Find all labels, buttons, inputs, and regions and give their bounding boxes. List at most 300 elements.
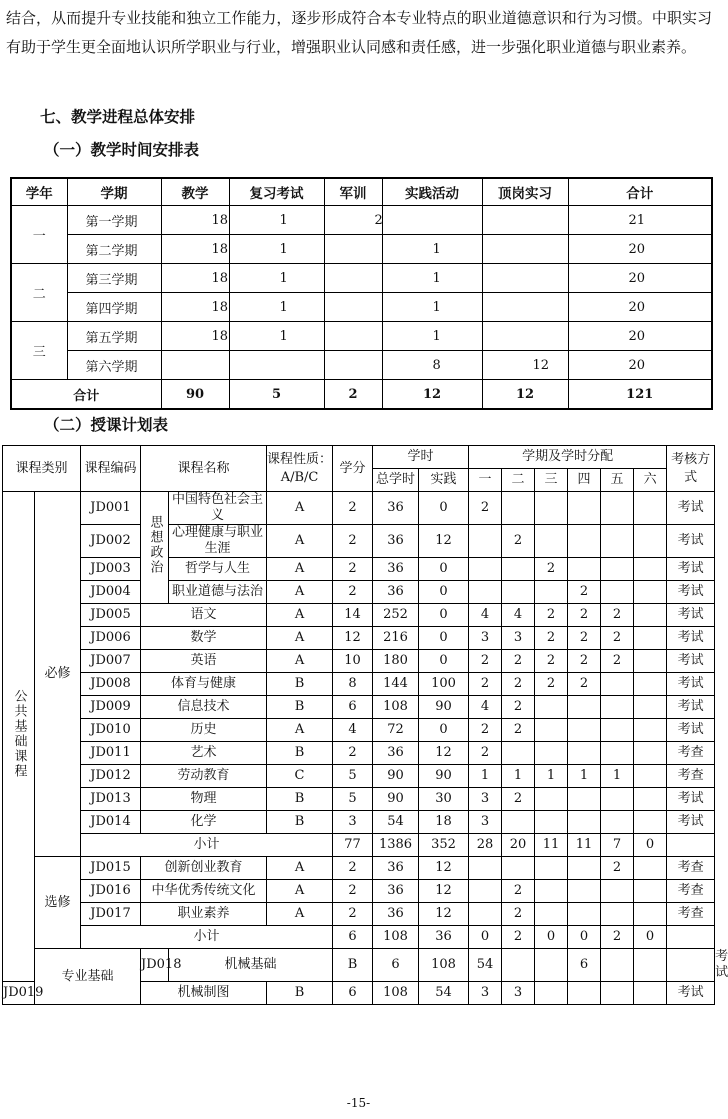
table-cell: A	[267, 581, 333, 604]
course-code: JD019	[3, 982, 35, 1005]
header-cell: 实践活动	[382, 178, 482, 206]
table-cell: 20	[568, 351, 712, 380]
table-row	[3, 673, 715, 696]
table-cell: 2	[469, 719, 502, 742]
table-cell: B	[267, 696, 333, 719]
table-cell	[601, 525, 634, 558]
course-name: 艺术	[141, 742, 267, 765]
table-cell: 90	[373, 765, 419, 788]
table-cell: 4	[469, 696, 502, 719]
table-cell	[634, 627, 667, 650]
table-row: 专业基础 JD018 机械基础 B 6 108 54 6 考试	[3, 949, 715, 982]
table-cell: 12	[419, 903, 469, 926]
table-cell: 36	[373, 492, 419, 525]
table-cell	[601, 558, 634, 581]
table-cell: B	[333, 949, 373, 982]
table-cell: 90	[373, 788, 419, 811]
table-cell	[634, 765, 667, 788]
table-cell: A	[267, 650, 333, 673]
table-cell	[482, 293, 568, 322]
table-cell	[601, 696, 634, 719]
course-code: JD017	[81, 903, 141, 926]
header-cell: 军训	[324, 178, 382, 206]
table-cell: 2	[502, 719, 535, 742]
table-cell: 1	[568, 765, 601, 788]
header-cell: 学期及学时分配	[469, 446, 667, 469]
table-row	[3, 558, 715, 581]
table-row	[3, 719, 715, 742]
table-cell: A	[267, 558, 333, 581]
table-row	[3, 788, 715, 811]
table-cell: 36	[373, 742, 419, 765]
table-cell	[535, 903, 568, 926]
table-cell: 第四学期	[67, 293, 161, 322]
table-row	[11, 206, 712, 235]
table-cell: A	[267, 492, 333, 525]
table-cell: 36	[373, 525, 419, 558]
table-cell	[634, 742, 667, 765]
table-cell: 2	[568, 581, 601, 604]
plan-table-body	[3, 492, 728, 1005]
table-cell	[601, 673, 634, 696]
table-cell: 考试	[667, 788, 715, 811]
table-cell: 第一学期	[67, 206, 161, 235]
table-cell: 12	[419, 525, 469, 558]
table-cell	[535, 581, 568, 604]
course-name: 哲学与人生	[169, 558, 267, 581]
table-cell: 18	[161, 235, 229, 264]
table-cell: A	[267, 604, 333, 627]
table-cell	[469, 857, 502, 880]
table-cell: B	[267, 811, 333, 834]
table-cell	[324, 351, 382, 380]
table-cell: 6	[568, 949, 601, 982]
table-cell: 6	[333, 926, 373, 949]
table-cell	[667, 834, 715, 857]
table-cell: A	[267, 880, 333, 903]
table-cell: 2	[502, 673, 535, 696]
table-cell: A	[267, 719, 333, 742]
table-cell	[535, 857, 568, 880]
table-cell: 2	[333, 558, 373, 581]
header-cell: 合计	[568, 178, 712, 206]
table-row	[11, 264, 712, 293]
table-cell: 12	[382, 380, 482, 410]
table-cell: 121	[568, 380, 712, 410]
table-cell: 8	[333, 673, 373, 696]
table-cell	[469, 903, 502, 926]
table-cell	[601, 903, 634, 926]
table-cell: 11	[535, 834, 568, 857]
table-cell: 1	[535, 765, 568, 788]
table-cell: 考查	[667, 742, 715, 765]
header-cell: 二	[502, 469, 535, 492]
table-cell: 1	[229, 322, 324, 351]
table-cell	[161, 351, 229, 380]
header-cell: 四	[568, 469, 601, 492]
table-cell	[634, 650, 667, 673]
table-cell: 2	[568, 650, 601, 673]
header-cell: 五	[601, 469, 634, 492]
table-cell: 考试	[667, 525, 715, 558]
course-code: JD013	[81, 788, 141, 811]
table-cell	[568, 492, 601, 525]
table-cell	[568, 857, 601, 880]
table-cell: 10	[333, 650, 373, 673]
table-cell: 1	[382, 235, 482, 264]
table-cell	[535, 525, 568, 558]
table-cell: A	[267, 903, 333, 926]
table-cell: 352	[419, 834, 469, 857]
header-cell: 学分	[333, 446, 373, 492]
table-cell: 2	[469, 492, 502, 525]
table-cell	[324, 235, 382, 264]
year-cell: 一	[11, 206, 67, 264]
table-cell: 5	[333, 788, 373, 811]
table-cell: 12	[333, 627, 373, 650]
table-cell: 考查	[667, 857, 715, 880]
table-cell	[568, 525, 601, 558]
table-cell: 18	[161, 206, 229, 235]
table-cell	[634, 857, 667, 880]
table-cell	[535, 788, 568, 811]
course-code: JD010	[81, 719, 141, 742]
table-cell: 108	[373, 982, 419, 1005]
course-code: JD008	[81, 673, 141, 696]
table-cell: 考试	[667, 627, 715, 650]
table-cell	[568, 982, 601, 1005]
course-code: JD016	[81, 880, 141, 903]
table-cell: 考试	[667, 811, 715, 834]
course-code: JD001	[81, 492, 141, 525]
table-cell: 28	[469, 834, 502, 857]
table-cell: 2	[601, 650, 634, 673]
table-cell: 18	[161, 264, 229, 293]
table-cell	[634, 903, 667, 926]
table-cell	[502, 857, 535, 880]
header-cell: 一	[469, 469, 502, 492]
subtotal-label: 小计	[81, 926, 333, 949]
teaching-time-table	[10, 177, 713, 410]
table-cell: 54	[469, 949, 502, 982]
table-cell: 2	[333, 525, 373, 558]
table-cell	[634, 982, 667, 1005]
table-cell	[535, 982, 568, 1005]
table-cell: 6	[373, 949, 419, 982]
table-cell: 6	[333, 982, 373, 1005]
intro-paragraph: 结合，从而提升专业技能和独立工作能力，逐步形成符合本专业特点的职业道德意识和行为习惯。中职实习有助于学生更全面地认识所学职业与行业，增强职业认同感和责任感，进一步强化职业道德与职业素养。	[6, 9, 712, 56]
table-cell	[634, 558, 667, 581]
table-row	[11, 351, 712, 380]
table-cell: 20	[568, 322, 712, 351]
course-name: 职业素养	[141, 903, 267, 926]
table-cell: A	[267, 525, 333, 558]
course-code: JD014	[81, 811, 141, 834]
course-code: JD004	[81, 581, 141, 604]
table-cell: 0	[634, 834, 667, 857]
table-cell	[634, 604, 667, 627]
header-cell: 实践	[419, 469, 469, 492]
table-cell: 77	[333, 834, 373, 857]
table-cell: 36	[373, 581, 419, 604]
header-cell: 总学时	[373, 469, 419, 492]
table-cell	[568, 719, 601, 742]
table-cell: 2	[568, 673, 601, 696]
table-cell: 考试	[667, 581, 715, 604]
table-cell	[502, 811, 535, 834]
subtotal-row	[3, 834, 715, 857]
table-cell	[502, 949, 535, 982]
table-cell: 2	[469, 673, 502, 696]
table-cell: 108	[419, 949, 469, 982]
table-cell: 90	[419, 696, 469, 719]
table-cell: 12	[419, 880, 469, 903]
table-cell: 第二学期	[67, 235, 161, 264]
table-cell: 1	[502, 765, 535, 788]
table-cell: 36	[419, 926, 469, 949]
course-name: 心理健康与职业生涯	[169, 525, 267, 558]
table-cell	[469, 525, 502, 558]
table-cell: 0	[634, 926, 667, 949]
course-name: 历史	[141, 719, 267, 742]
table-cell	[634, 949, 667, 982]
table-cell: 考试	[667, 492, 715, 525]
table-cell	[382, 206, 482, 235]
table-cell: 18	[161, 322, 229, 351]
table-cell: 2	[568, 604, 601, 627]
table-row	[3, 742, 715, 765]
table-cell	[634, 880, 667, 903]
table-cell: 2	[469, 742, 502, 765]
table-cell	[229, 351, 324, 380]
table-cell	[634, 673, 667, 696]
table-cell: 90	[161, 380, 229, 410]
table-cell: 1	[229, 293, 324, 322]
table-cell: 0	[568, 926, 601, 949]
course-code: JD012	[81, 765, 141, 788]
table-cell: 3	[469, 982, 502, 1005]
table-cell	[469, 880, 502, 903]
table-cell	[601, 982, 634, 1005]
table-cell: 2	[502, 696, 535, 719]
table-header-row	[11, 178, 712, 206]
table-cell: 20	[568, 293, 712, 322]
table-cell	[667, 949, 715, 982]
table-cell: 36	[373, 857, 419, 880]
table-cell	[634, 525, 667, 558]
course-plan-table	[2, 445, 728, 1005]
table-cell	[601, 719, 634, 742]
header-cell: 学年	[11, 178, 67, 206]
table-cell: 12	[482, 351, 568, 380]
table-cell: 2	[601, 926, 634, 949]
table-row	[3, 650, 715, 673]
table-cell: 2	[502, 788, 535, 811]
subsection-heading-time: （一）教学时间安排表	[44, 140, 200, 159]
table-cell: 2	[535, 627, 568, 650]
table-cell	[535, 880, 568, 903]
table-row	[3, 880, 715, 903]
table-cell	[601, 788, 634, 811]
table-row	[3, 903, 715, 926]
table-cell	[568, 558, 601, 581]
course-name: 机械制图	[141, 982, 267, 1005]
table-cell	[601, 949, 634, 982]
table-cell	[502, 581, 535, 604]
table-cell	[634, 696, 667, 719]
page-number: -15-	[346, 1096, 371, 1110]
course-code: JD009	[81, 696, 141, 719]
year-cell: 三	[11, 322, 67, 380]
table-cell: 考查	[667, 903, 715, 926]
table-cell: 第三学期	[67, 264, 161, 293]
table-cell: 108	[373, 696, 419, 719]
table-cell	[324, 264, 382, 293]
table-row	[3, 581, 715, 604]
course-code: JD006	[81, 627, 141, 650]
table-cell	[482, 264, 568, 293]
header-cell: 课程性质：A/B/C	[267, 446, 333, 492]
table-cell	[535, 492, 568, 525]
table-cell: 54	[373, 811, 419, 834]
table-cell: 14	[333, 604, 373, 627]
subtotal-row	[3, 926, 715, 949]
course-name: 英语	[141, 650, 267, 673]
table-cell: 0	[419, 492, 469, 525]
header-cell: 课程编码	[81, 446, 141, 492]
course-name: 中华优秀传统文化	[141, 880, 267, 903]
table-cell: 2	[502, 903, 535, 926]
table-row	[3, 604, 715, 627]
course-name: 物理	[141, 788, 267, 811]
header-cell: 学时	[373, 446, 469, 469]
header-cell: 课程类别	[3, 446, 81, 492]
table-cell: 2	[502, 880, 535, 903]
group-public-label	[3, 492, 35, 982]
table-row	[11, 235, 712, 264]
table-row	[3, 627, 715, 650]
header-cell: 教学	[161, 178, 229, 206]
table-cell: 2	[535, 558, 568, 581]
table-cell: B	[267, 982, 333, 1005]
table-cell: 4	[502, 604, 535, 627]
table-cell	[502, 492, 535, 525]
table-cell: 考查	[667, 765, 715, 788]
table-cell: 2	[502, 525, 535, 558]
course-name: 创新创业教育	[141, 857, 267, 880]
table-cell	[568, 742, 601, 765]
table-cell	[601, 742, 634, 765]
group-politics-label: 思想政治	[147, 515, 163, 575]
table-cell: B	[267, 788, 333, 811]
table-row	[3, 525, 715, 558]
table-cell: 0	[419, 650, 469, 673]
table-cell: 2	[324, 206, 382, 235]
table-cell: 100	[419, 673, 469, 696]
table-cell: 72	[373, 719, 419, 742]
group-public-label: 公共基础课程	[11, 689, 27, 779]
table-cell	[324, 293, 382, 322]
table-cell: 6	[333, 696, 373, 719]
table-cell: 20	[568, 264, 712, 293]
table-cell: 1386	[373, 834, 419, 857]
course-name: 信息技术	[141, 696, 267, 719]
table-row	[3, 811, 715, 834]
table-cell: 1	[229, 206, 324, 235]
table-cell: 2	[324, 380, 382, 410]
table-cell	[535, 811, 568, 834]
table-cell: 12	[419, 742, 469, 765]
table-cell: 0	[419, 558, 469, 581]
table-cell: 考试	[667, 604, 715, 627]
header-cell: 学期	[67, 178, 161, 206]
table-cell	[535, 719, 568, 742]
table-cell: 考试	[667, 982, 715, 1005]
group-politics-label	[141, 492, 169, 604]
table-cell: 1	[229, 235, 324, 264]
table-cell	[535, 949, 568, 982]
table-cell: 0	[535, 926, 568, 949]
table-cell	[568, 880, 601, 903]
table-cell: 考试	[667, 696, 715, 719]
table-cell: 2	[333, 857, 373, 880]
table-cell: 36	[373, 903, 419, 926]
course-code: JD002	[81, 525, 141, 558]
table-cell: 4	[469, 604, 502, 627]
table-header-row	[3, 446, 715, 469]
table-cell: 0	[419, 604, 469, 627]
table-cell: 5	[229, 380, 324, 410]
table-cell: 1	[382, 293, 482, 322]
table-cell: 1	[382, 264, 482, 293]
table-cell	[601, 880, 634, 903]
header-cell: 复习考试	[229, 178, 324, 206]
table-cell	[482, 322, 568, 351]
table-row	[3, 765, 715, 788]
table-cell	[502, 742, 535, 765]
table-cell: 2	[601, 604, 634, 627]
table-cell: 36	[373, 558, 419, 581]
table-row	[3, 492, 715, 525]
table-cell: 2	[502, 926, 535, 949]
subtotal-label: 小计	[81, 834, 333, 857]
table-cell: 2	[469, 650, 502, 673]
table-cell: 2	[502, 650, 535, 673]
table-row	[3, 857, 715, 880]
table-cell: A	[267, 857, 333, 880]
course-name: 中国特色社会主义	[169, 492, 267, 525]
table-cell: 108	[373, 926, 419, 949]
table-cell: 2	[601, 857, 634, 880]
table-cell: 2	[333, 492, 373, 525]
table-cell: 144	[373, 673, 419, 696]
table-row	[3, 696, 715, 719]
table-cell: 11	[568, 834, 601, 857]
table-cell: 252	[373, 604, 419, 627]
table-cell: 90	[419, 765, 469, 788]
table-row	[11, 322, 712, 351]
table-cell	[482, 235, 568, 264]
table-cell	[535, 696, 568, 719]
course-name: 数学	[141, 627, 267, 650]
header-cell: 考核方式	[667, 446, 715, 492]
table-cell: 18	[419, 811, 469, 834]
table-cell	[568, 903, 601, 926]
course-name: 劳动教育	[141, 765, 267, 788]
table-cell: 0	[419, 719, 469, 742]
table-cell: 1	[601, 765, 634, 788]
table-cell: 18	[161, 293, 229, 322]
